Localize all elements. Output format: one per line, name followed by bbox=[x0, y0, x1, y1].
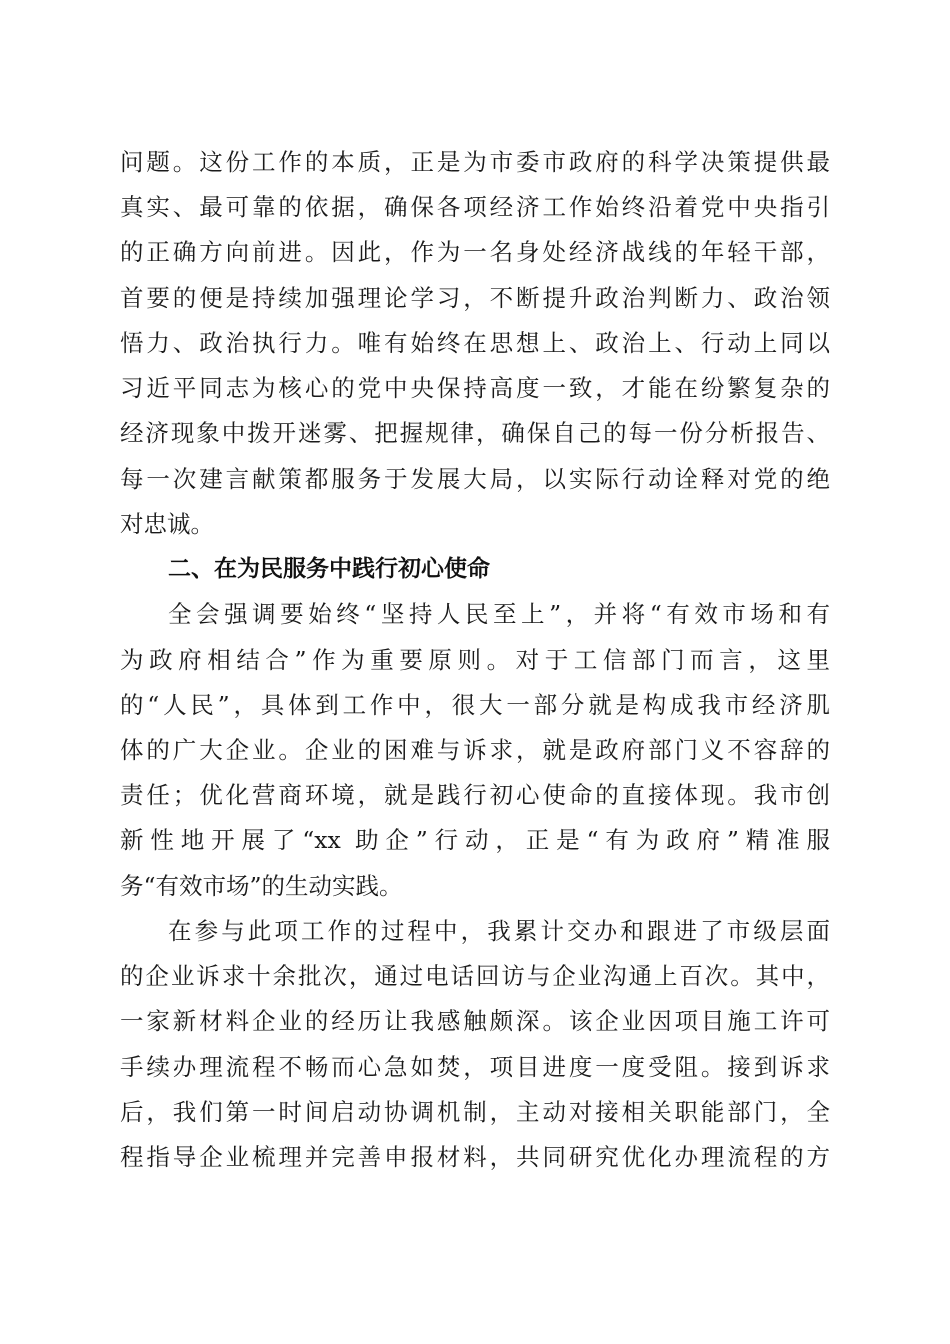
para2-line-5: 责任；优化营商环境，就是践行初心使命的直接体现。我市创 bbox=[120, 781, 830, 809]
para1-line-7: 经济现象中拨开迷雾、把握规律，确保自己的每一份分析报告、 bbox=[120, 419, 830, 447]
para2-line-4: 体的广大企业。企业的困难与诉求，就是政府部门义不容辞的 bbox=[120, 736, 830, 764]
para3-line-6: 程指导企业梳理并完善申报材料，共同研究优化办理流程的方 bbox=[120, 1143, 830, 1171]
para1-line-1: 问题。这份工作的本质，正是为市委市政府的科学决策提供最 bbox=[120, 148, 830, 176]
para1-line-4: 首要的便是持续加强理论学习，不断提升政治判断力、政治领 bbox=[120, 284, 830, 312]
section-heading-2: 二、在为民服务中践行初心使命 bbox=[168, 556, 490, 582]
para3-line-4: 手续办理流程不畅而心急如焚，项目进度一度受阻。接到诉求 bbox=[120, 1053, 830, 1081]
para1-line-8: 每一次建言献策都服务于发展大局，以实际行动诠释对党的绝 bbox=[120, 465, 830, 493]
para3-line-1: 在参与此项工作的过程中，我累计交办和跟进了市级层面 bbox=[168, 917, 830, 945]
para3-line-5: 后，我们第一时间启动协调机制，主动对接相关职能部门，全 bbox=[120, 1098, 830, 1126]
para1-line-3: 的正确方向前进。因此，作为一名身处经济战线的年轻干部， bbox=[120, 238, 830, 266]
para1-line-5: 悟力、政治执行力。唯有始终在思想上、政治上、行动上同以 bbox=[120, 329, 830, 357]
para2-line-2: 为政府相结合”作为重要原则。对于工信部门而言，这里 bbox=[120, 646, 830, 674]
para2-line-1: 全会强调要始终“坚持人民至上”，并将“有效市场和有 bbox=[168, 600, 830, 628]
para2-line-7: 务“有效市场”的生动实践。 bbox=[120, 872, 403, 900]
para2-line-3: 的“人民”，具体到工作中，很大一部分就是构成我市经济肌 bbox=[120, 691, 830, 719]
para1-line-9: 对忠诚。 bbox=[120, 510, 214, 538]
para1-line-6: 习近平同志为核心的党中央保持高度一致，才能在纷繁复杂的 bbox=[120, 374, 830, 402]
para2-line-6: 新性地开展了“xx 助企”行动，正是“有为政府”精准服 bbox=[120, 826, 830, 854]
para1-line-2: 真实、最可靠的依据，确保各项经济工作始终沿着党中央指引 bbox=[120, 193, 830, 221]
para3-line-3: 一家新材料企业的经历让我感触颇深。该企业因项目施工许可 bbox=[120, 1007, 830, 1035]
para3-line-2: 的企业诉求十余批次，通过电话回访与企业沟通上百次。其中， bbox=[120, 962, 830, 990]
